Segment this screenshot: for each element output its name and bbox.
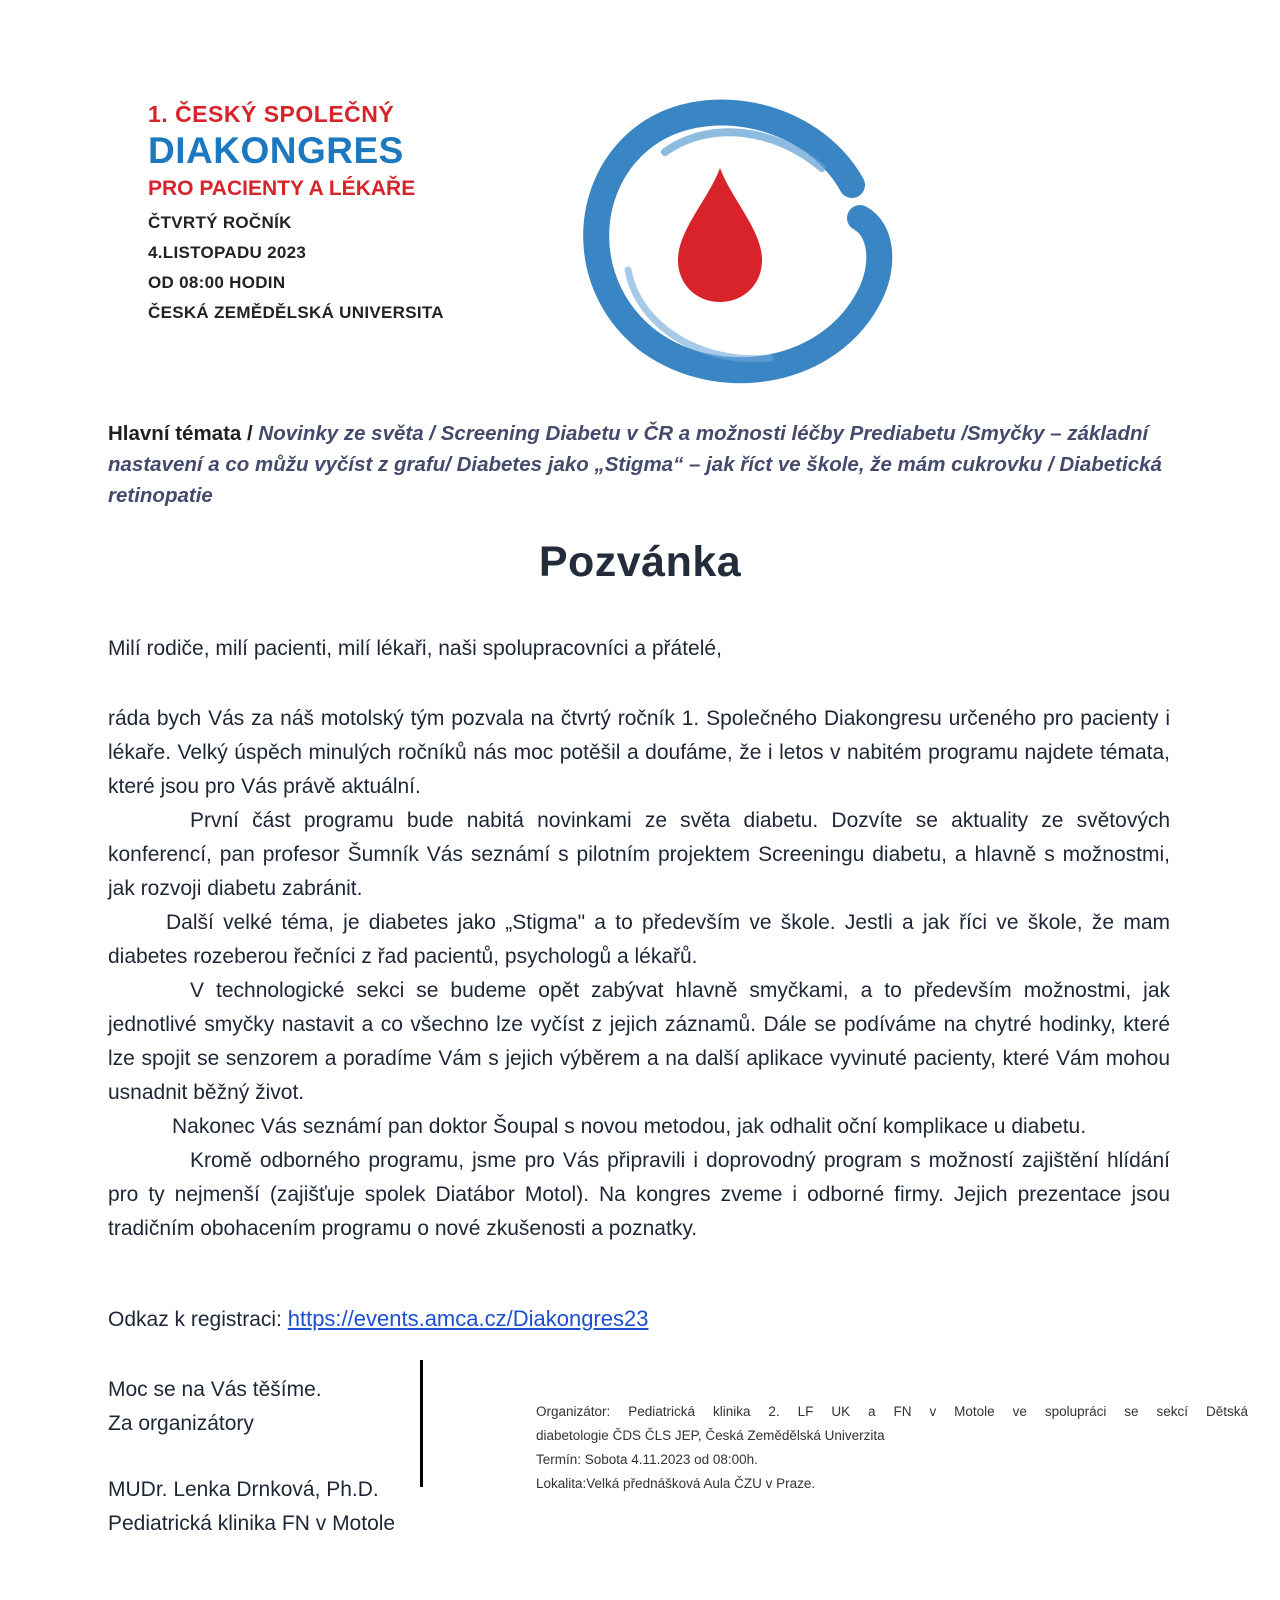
header-subtitle: PRO PACIENTY A LÉKAŘE [148,177,416,200]
closing [108,1373,322,1441]
blood-drop-icon [678,168,762,302]
signature-org: Pediatrická klinika FN v Motole [108,1512,396,1535]
congress-header [148,100,548,328]
header-date: 4.LISTOPADU 2023 [148,243,307,262]
organizer-line-2: diabetologie ČDS ČLS JEP, Česká Zemědělská Univerzita [536,1428,885,1443]
organizer-location: Lokalita:Velká přednášková Aula ČZU v Praze. [536,1476,816,1491]
main-topics [108,418,1173,511]
registration-link[interactable]: https://events.amca.cz/Diakongres23 [287,1306,649,1331]
organizer-info [536,1400,1248,1496]
topics-label: Hlavní témata / [108,422,259,445]
signature [108,1473,395,1541]
paragraph-technology: V technologické sekci se budeme opět zabývat hlavně smyčkami, a to především možnostmi, jak jednotlivé smyčky nastavit a co všechno lze vyčíst z jejich záznamů. Dále se podíváme na chytré hodinky, které lze spojit se senzorem a poradíme Vám s jejich výběrem a na další aplikace vyvinuté pacienty, které Vám mohou usnadnit běžný život. [108,979,1170,1104]
signature-name: MUDr. Lenka Drnková, Ph.D. [108,1478,379,1501]
paragraph-news: První část programu bude nabitá novinkami ze světa diabetu. Dozvíte se aktuality ze světových konferencí, pan profesor Šumník Vás seznámí s pilotním projektem Screeningu diabetu, a hlavně s možnostmi, jak rozvoji diabetu zabránit. [108,809,1170,900]
registration-label: Odkaz k registraci: [108,1308,288,1331]
registration [108,1306,648,1332]
blood-drop-logo [560,80,900,395]
organizer-line-1: Organizátor: Pediatrická klinika 2. LF UK a FN v Motole ve spolupráci se sekcí Dětská [536,1404,1248,1419]
header-edition: ČTVRTÝ ROČNÍK [148,213,292,232]
paragraph-retinopathy: Nakonec Vás seznámí pan doktor Šoupal s novou metodou, jak odhalit oční komplikace u diabetu. [172,1115,1087,1138]
header-line-1: 1. ČESKÝ SPOLEČNÝ [148,101,395,127]
greeting: Milí rodiče, milí pacienti, milí lékaři, naši spolupracovníci a přátelé, [108,637,722,660]
header-venue: ČESKÁ ZEMĚDĚLSKÁ UNIVERSITA [148,303,444,322]
divider [420,1360,423,1487]
header-time: OD 08:00 HODIN [148,273,286,292]
paragraph-stigma: Další velké téma, je diabetes jako „Stigma" a to především ve škole. Jestli a jak říci ve škole, že mam diabetes rozeberou řečníci z řad pacientů, psychologů a lékařů. [108,911,1170,968]
header-title: DIAKONGRES [148,130,404,171]
closing-line-2: Za organizátory [108,1412,254,1435]
paragraph-intro: ráda bych Vás za náš motolský tým pozvala na čtvrtý ročník 1. Společného Diakongresu určeného pro pacienty i lékaře. Velký úspěch minulých ročníků nás moc potěšil a doufáme, že i letos v nabitém programu najdete témata, které jsou pro Vás právě aktuální. [108,707,1170,798]
page-title: Pozvánka [538,538,742,586]
paragraph-program: Kromě odborného programu, jsme pro Vás připravili i doprovodný program s možností zajištění hlídání pro ty nejmenší (zajišťuje spolek Diatábor Motol). Na kongres zveme i odborné firmy. Jejich prezentace jsou tradičním obohacením programu o nové zkušenosti a poznatky. [108,1149,1170,1240]
closing-line-1: Moc se na Vás těšíme. [108,1378,322,1401]
topics-list: Novinky ze světa / Screening Diabetu v ČR a možnosti léčby Prediabetu /Smyčky – základní nastavení a co můžu vyčíst z grafu/ Diabetes jako „Stigma“ – jak říct ve škole, že mám cukrovku / Diabetická retinopatie [108,422,1162,507]
organizer-date: Termín: Sobota 4.11.2023 od 08:00h. [536,1452,758,1467]
invitation-body [108,702,1170,1246]
